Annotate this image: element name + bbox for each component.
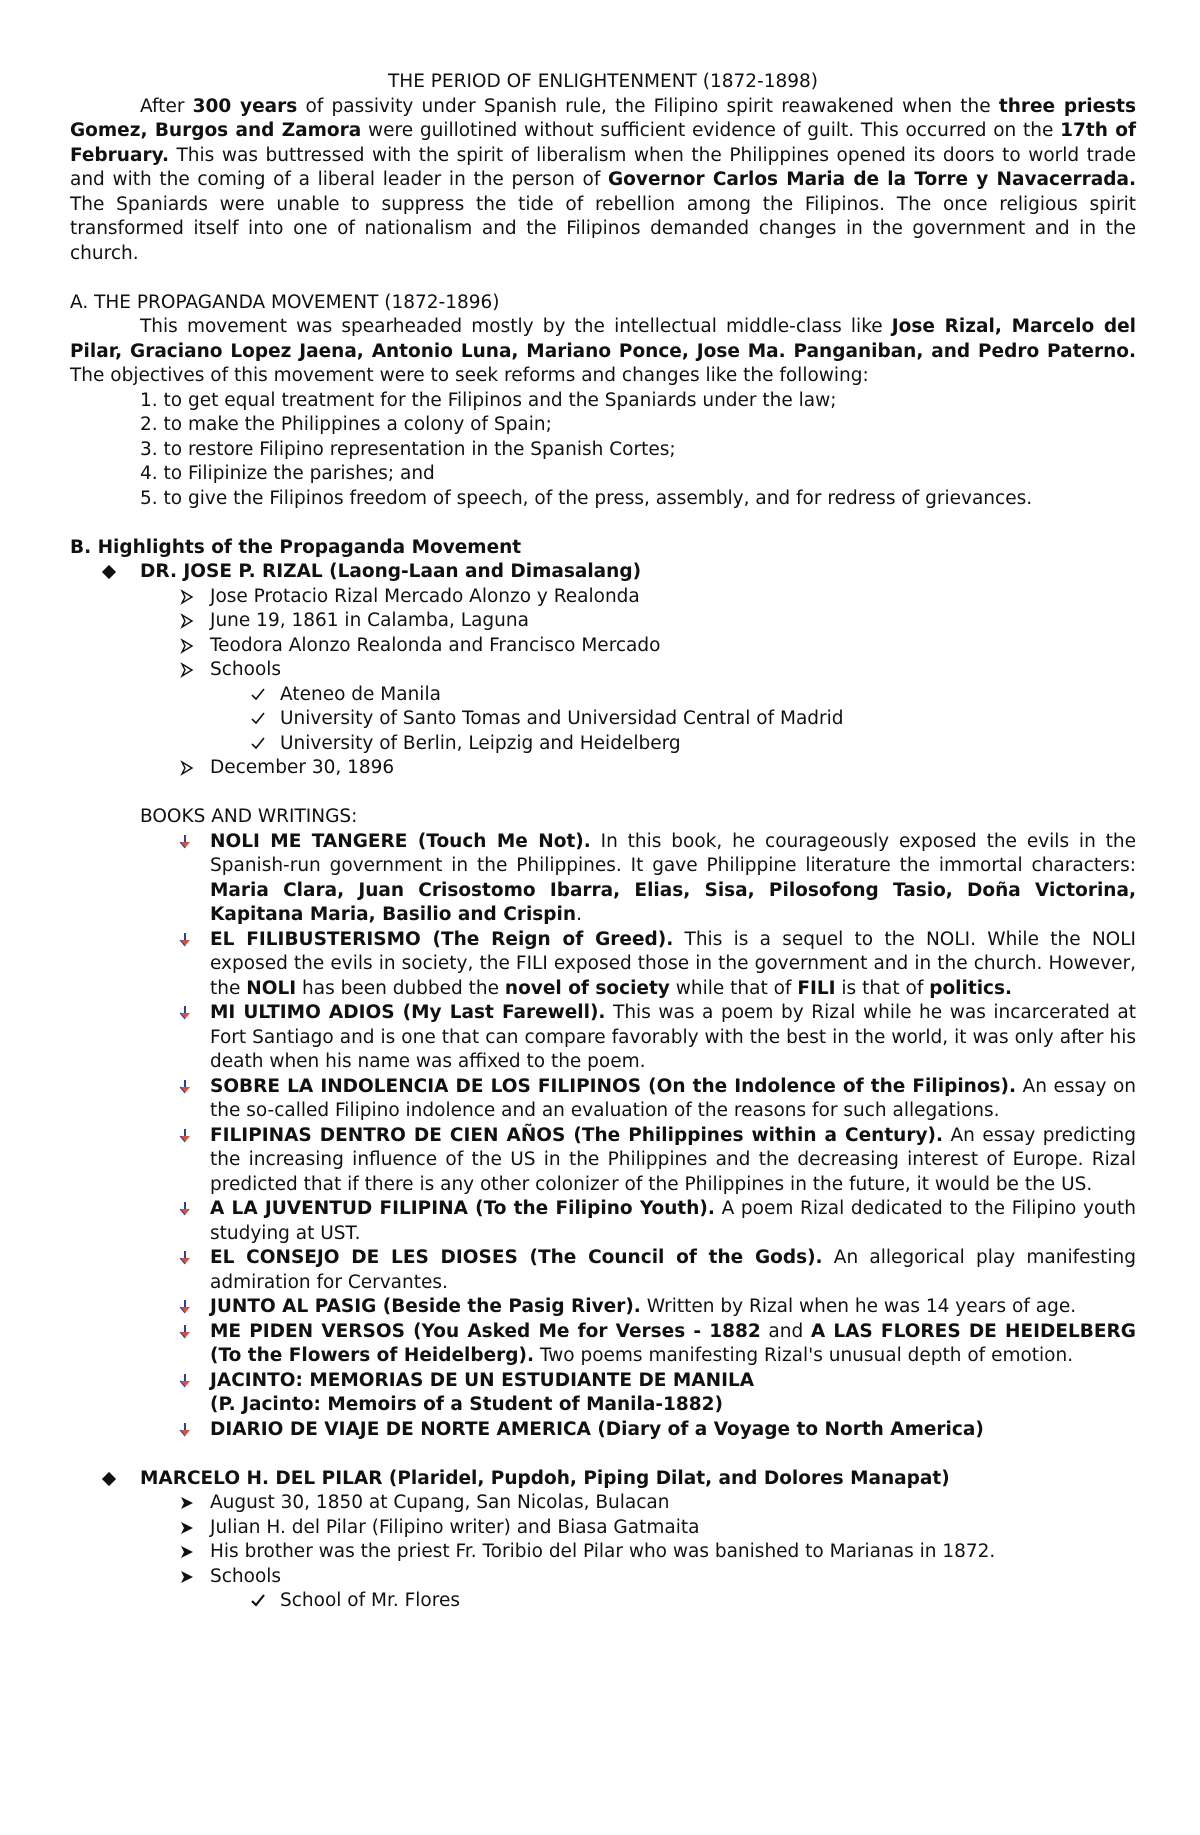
list-item: August 30, 1850 at Cupang, San Nicolas, Bulacan [210,1491,1136,1516]
arrow-bullet-icon [180,1495,194,1511]
list-item: Teodora Alonzo Realonda and Francisco Mercado [210,634,1136,659]
book-item: FILIPINAS DENTRO DE CIEN AÑOS (The Philippines within a Century). An essay predicting the increasing influence of the US in the Philippines and the decreasing interest of Europe. Rizal predicted that if there is any other colonizer of the Philippines in the future, it would be the US. [210,1124,1136,1198]
figures-list [70,560,1136,781]
list-item: Julian H. del Pilar (Filipino writer) and Biasa Gatmaita [210,1516,1136,1541]
checkmark-icon [250,1592,266,1608]
book-item: JACINTO: MEMORIAS DE UN ESTUDIANTE DE MANILA (P. Jacinto: Memoirs of a Student of Manila-1882) [210,1369,1136,1418]
spacer [70,266,1136,291]
triangle-bullet-icon [177,1422,193,1438]
spacer [70,781,1136,806]
list-item: Ateneo de Manila [280,683,1136,708]
book-item: MI ULTIMO ADIOS (My Last Farewell). This was a poem by Rizal while he was incarcerated at Fort Santiago and is one that can compare favorably with the best in the world, it was only after his death when his name was affixed to the poem. [210,1001,1136,1075]
triangle-bullet-icon [177,1128,193,1144]
arrow-bullet-icon [180,662,194,678]
triangle-bullet-icon [177,1005,193,1021]
list-item: Schools Ateneo de Manila University of Santo Tomas and Universidad Central of Madrid University of Berlin, Leipzig and Heidelberg [210,658,1136,756]
triangle-bullet-icon [177,834,193,850]
document-content [70,70,1136,1614]
arrow-bullet-icon [180,1569,194,1585]
section-b-heading: B. Highlights of the Propaganda Movement [70,536,522,558]
diamond-bullet-icon [102,1471,116,1485]
books-heading: BOOKS AND WRITINGS: [140,806,358,827]
triangle-bullet-icon [177,1250,193,1266]
figure-name: MARCELO H. DEL PILAR (Plaridel, Pupdoh, Piping Dilat, and Dolores Manapat) [140,1467,950,1489]
list-item: University of Berlin, Leipzig and Heidelberg [280,732,1136,757]
facts-list [140,585,1136,781]
intro-paragraph: After 300 years of passivity under Spanish rule, the Filipino spirit reawakened when the three priests Gomez, Burgos and Zamora were guillotined without sufficient evidence of guilt. This occurred on the 17th of February. This was buttressed with the spirit of liberalism when the Philippines opened its doors to world trade and with the coming of a liberal leader in the person of Governor Carlos Maria de la Torre y Navacerrada. The Spaniards were unable to suppress the tide of rebellion among the Filipinos. The once religious spirit transformed itself into one of nationalism and the Filipinos demanded changes in the government and in the church. [70,95,1136,264]
book-item: ME PIDEN VERSOS (You Asked Me for Verses - 1882 and A LAS FLORES DE HEIDELBERG (To the Flowers of Heidelberg). Two poems manifesting Rizal's unusual depth of emotion. [210,1320,1136,1369]
book-item: JUNTO AL PASIG (Beside the Pasig River). Written by Rizal when he was 14 years of age. [210,1295,1136,1320]
spacer [70,1442,1136,1467]
triangle-bullet-icon [177,1299,193,1315]
list-item: University of Santo Tomas and Universidad Central of Madrid [280,707,1136,732]
checkmark-icon [250,735,266,751]
list-item: Jose Protacio Rizal Mercado Alonzo y Realonda [210,585,1136,610]
arrow-bullet-icon [180,638,194,654]
spacer [70,511,1136,536]
book-item: A LA JUVENTUD FILIPINA (To the Filipino Youth). A poem Rizal dedicated to the Filipino youth studying at UST. [210,1197,1136,1246]
checkmark-icon [250,710,266,726]
book-item: EL FILIBUSTERISMO (The Reign of Greed). This is a sequel to the NOLI. While the NOLI exposed the evils in society, the FILI exposed those in the government and in the church. However, the NOLI has been dubbed the novel of society while that of FILI is that of politics. [210,928,1136,1002]
arrow-bullet-icon [180,1520,194,1536]
book-item: EL CONSEJO DE LES DIOSES (The Council of the Gods). An allegorical play manifesting admiration for Cervantes. [210,1246,1136,1295]
diamond-bullet-icon [102,565,116,579]
page-title: THE PERIOD OF ENLIGHTENMENT (1872-1898) [387,71,819,92]
list-item: Schools School of Mr. Flores [210,1565,1136,1614]
arrow-bullet-icon [180,760,194,776]
schools-list [210,683,1136,757]
triangle-bullet-icon [177,1324,193,1340]
list-item: His brother was the priest Fr. Toribio del Pilar who was banished to Marianas in 1872. [210,1540,1136,1565]
figure-del-pilar [140,1467,1136,1614]
list-item: 4. to Filipinize the parishes; and [140,463,435,484]
triangle-bullet-icon [177,1201,193,1217]
books-list [70,830,1136,1443]
section-a-paragraph: This movement was spearheaded mostly by the intellectual middle-class like Jose Rizal, Marcelo del Pilar, Graciano Lopez Jaena, Antonio Luna, Mariano Ponce, Jose Ma. Panganiban, and Pedro Paterno. The objectives of this movement were to seek reforms and changes like the following: [70,316,1136,386]
facts-list [140,1491,1136,1614]
section-a-heading: A. THE PROPAGANDA MOVEMENT (1872-1896) [70,291,500,313]
book-item: DIARIO DE VIAJE DE NORTE AMERICA (Diary of a Voyage to North America) [210,1418,1136,1443]
list-item: June 19, 1861 in Calamba, Laguna [210,609,1136,634]
list-item: 5. to give the Filipinos freedom of speech, of the press, assembly, and for redress of grievances. [140,487,1033,509]
schools-list [210,1589,1136,1614]
list-item: 3. to restore Filipino representation in the Spanish Cortes; [140,438,676,460]
book-item: SOBRE LA INDOLENCIA DE LOS FILIPINOS (On the Indolence of the Filipinos). An essay on the so-called Filipino indolence and an evaluation of the reasons for such allegations. [210,1075,1136,1124]
checkmark-icon [250,686,266,702]
list-item: 2. to make the Philippines a colony of Spain; [140,414,552,435]
triangle-bullet-icon [177,1079,193,1095]
book-item: NOLI ME TANGERE (Touch Me Not). In this book, he courageously exposed the evils in the Spanish-run government in the Philippines. It gave Philippine literature the immortal characters: Maria Clara, Juan Crisostomo Ibarra, Elias, Sisa, Pilosofong Tasio, Doña Victorina, Kapitana Maria, Basilio and Crispin. [210,830,1136,928]
list-item: 1. to get equal treatment for the Filipinos and the Spaniards under the law; [140,389,837,411]
figure-name: DR. JOSE P. RIZAL (Laong-Laan and Dimasalang) [140,561,642,582]
figures-list [70,1467,1136,1614]
triangle-bullet-icon [177,932,193,948]
figure-rizal [140,560,1136,781]
arrow-bullet-icon [180,589,194,605]
list-item: December 30, 1896 [210,756,1136,781]
arrow-bullet-icon [180,1544,194,1560]
objectives-list [70,389,1136,512]
triangle-bullet-icon [177,1373,193,1389]
list-item: School of Mr. Flores [280,1589,1136,1614]
arrow-bullet-icon [180,613,194,629]
